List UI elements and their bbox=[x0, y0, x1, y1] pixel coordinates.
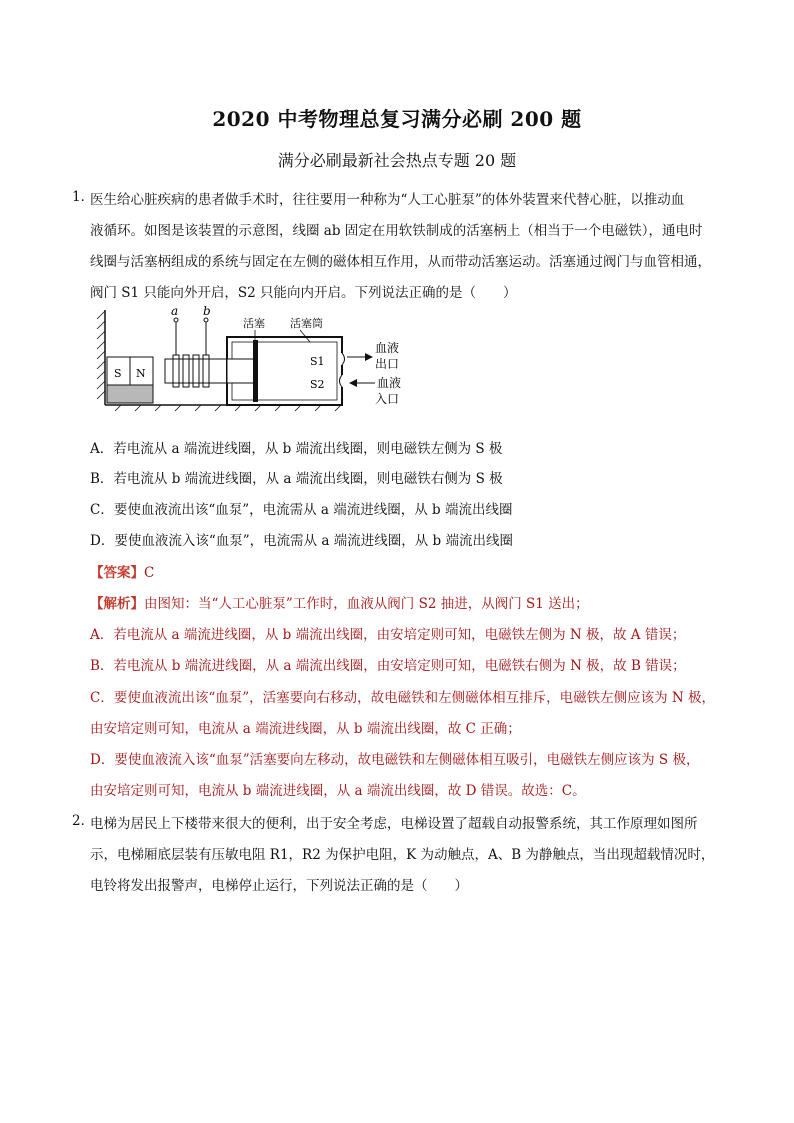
page-title: 2020 中考物理总复习满分必刷 200 题 bbox=[212, 107, 582, 131]
cylinder-label: 活塞筒 bbox=[290, 317, 323, 330]
page-subtitle: 满分必刷最新社会热点专题 20 题 bbox=[277, 151, 517, 170]
analysis-text: D．要使血液流入该“血泵”活塞要向左移动，故电磁铁和左侧磁体相互吸引，电磁铁左侧应该为 S 极， bbox=[90, 752, 700, 768]
analysis-text: C．要使血液流出该“血泵”，活塞要向右移动，故电磁铁和左侧磁体相互排斥，电磁铁左侧应该为 N 极， bbox=[90, 690, 716, 706]
analysis-text: 由图知：当“人工心脏泵”工作时，血液从阀门 S2 抽进，从阀门 S1 送出； bbox=[144, 596, 589, 612]
question-text-line: 电梯为居民上下楼带来很大的便利，出于安全考虑，电梯设置了超载自动报警系统，其工作原理如图所 bbox=[90, 816, 698, 832]
analysis-text: 由安培定则可知，电流从 a 端流进线圈，从 b 端流出线圈，故 C 正确； bbox=[90, 721, 521, 737]
blood-in-label-2: 入口 bbox=[375, 392, 400, 406]
question-text-line: 阀门 S1 只能向外开启，S2 只能向内开启。下列说法正确的是（ ） bbox=[90, 285, 517, 301]
analysis-text: A．若电流从 a 端流进线圈，从 b 端流出线圈，由安培定则可知，电磁铁左侧为 N 极，故 A 错误； bbox=[90, 627, 686, 643]
wire-b-label: b bbox=[203, 305, 211, 318]
answer-label: 【答案】 bbox=[90, 565, 144, 581]
question-number: 1． bbox=[72, 189, 95, 205]
valve-s1-label: S1 bbox=[310, 355, 325, 368]
question-text-line: 线圈与活塞柄组成的系统与固定在左侧的磁体相互作用，从而带动活塞运动。活塞通过阀门与血管相通， bbox=[90, 254, 711, 270]
analysis-label: 【解析】 bbox=[90, 596, 144, 612]
option-c: C．要使血液流出该“血泵”，电流需从 a 端流进线圈，从 b 端流出线圈 bbox=[90, 502, 513, 518]
option-a: A．若电流从 a 端流进线圈，从 b 端流出线圈，则电磁铁左侧为 S 极 bbox=[90, 441, 503, 457]
question-text-line: 示，电梯厢底层装有压敏电阻 R1，R2 为保护电阻，K 为动触点，A、B 为静触点，当出现超载情况时， bbox=[90, 847, 715, 863]
valve-s2-label: S2 bbox=[310, 378, 325, 391]
answer-line bbox=[90, 561, 154, 581]
question-number: 2． bbox=[72, 813, 95, 829]
analysis-text: 由安培定则可知，电流从 b 端流进线圈，从 a 端流出线圈，故 D 错误。故选：C。 bbox=[90, 783, 586, 799]
piston-label: 活塞 bbox=[243, 317, 265, 330]
question-text-line: 医生给心脏疾病的患者做手术时，往往要用一种称为“人工心脏泵”的体外装置来代替心脏，以推动血 bbox=[90, 192, 685, 208]
heart-pump-diagram bbox=[95, 305, 425, 415]
magnet-s-label: S bbox=[114, 367, 122, 380]
answer-value: C bbox=[144, 565, 155, 581]
wire-a-label: a bbox=[171, 305, 179, 318]
question-text-line: 液循环。如图是该装置的示意图，线圈 ab 固定在用软铁制成的活塞柄上（相当于一个电磁铁），通电时 bbox=[90, 223, 703, 239]
blood-out-label-1: 血液 bbox=[375, 341, 400, 355]
blood-out-label-2: 出口 bbox=[375, 357, 400, 371]
option-b: B．若电流从 b 端流进线圈，从 a 端流出线圈，则电磁铁右侧为 S 极 bbox=[90, 471, 503, 487]
blood-in-label-1: 血液 bbox=[377, 376, 402, 390]
analysis-text: B．若电流从 b 端流进线圈，从 a 端流出线圈，由安培定则可知，电磁铁右侧为 N 极，故 B 错误； bbox=[90, 658, 686, 674]
analysis-line bbox=[90, 592, 589, 612]
question-text-line: 电铃将发出报警声，电梯停止运行，下列说法正确的是（ ） bbox=[90, 878, 468, 894]
magnet-n-label: N bbox=[136, 367, 146, 380]
option-d: D．要使血液流入该“血泵”，电流需从 a 端流进线圈，从 b 端流出线圈 bbox=[90, 533, 513, 549]
